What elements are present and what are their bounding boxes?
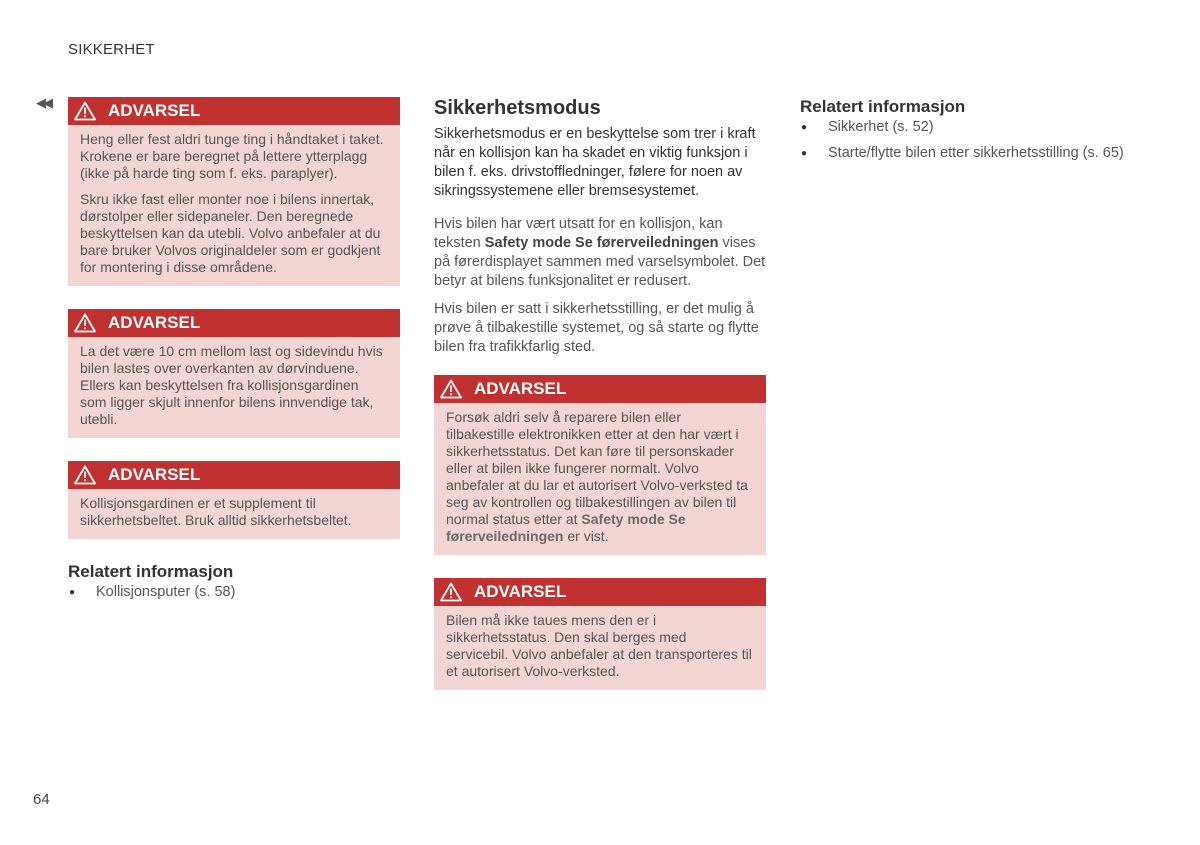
warning-title: ADVARSEL [474, 379, 567, 398]
warning-box [434, 375, 766, 555]
section-title: Sikkerhetsmodus [434, 97, 601, 119]
column-right [800, 97, 1132, 170]
related-info-list [68, 583, 400, 602]
related-info-heading: Relatert informasjon [68, 562, 234, 581]
warning-box [434, 578, 766, 690]
related-info-heading: Relatert informasjon [800, 97, 966, 116]
column-left [68, 97, 400, 609]
warning-header [434, 375, 766, 403]
warning-box [68, 461, 400, 539]
warning-triangle-icon [74, 101, 96, 121]
warning-box [68, 309, 400, 438]
warning-title: ADVARSEL [108, 465, 201, 484]
warning-box [68, 97, 400, 286]
related-info-list [800, 118, 1132, 163]
warning-title: ADVARSEL [474, 582, 567, 601]
section-header: SIKKERHET [68, 41, 155, 58]
warning-header [434, 578, 766, 606]
related-link-starte-flytte[interactable]: ● Starte/flytte bilen etter sikkerhetsstilling (s. 65) [800, 144, 1132, 163]
display-message: Safety mode Se førerveiledningen [484, 235, 719, 251]
warning-triangle-icon [74, 313, 96, 333]
display-message: Safety mode Se førerveiledningen [446, 511, 686, 544]
warning-text: Bilen må ikke taues mens den er i sikkerhetsstatus. Den skal berges med servicebil. Volvo anbefaler at den transporteres til et autorisert Volvo-verksted. [446, 612, 752, 679]
related-link-sikkerhet[interactable]: ● Sikkerhet (s. 52) [800, 118, 1132, 137]
column-middle [434, 97, 766, 713]
page-number: 64 [33, 791, 50, 808]
warning-text: Kollisjonsgardinen er et supplement til sikkerhetsbeltet. Bruk alltid sikkerhetsbeltet. [80, 495, 352, 528]
intro-paragraph: Sikkerhetsmodus er en beskyttelse som trer i kraft når en kollisjon kan ha skadet en viktig funksjon i bilen f. eks. drivstoffledninger, følere for noen av sikringssystemene eller bremsesystemet. [434, 126, 756, 199]
warning-text: Forsøk aldri selv å reparere bilen eller tilbakestille elektronikken etter at den har vært i sikkerhetsstatus. Det kan føre til personskader eller at bilen ikke fungerer normalt. Volvo anbefaler at du lar et autorisert Volvo-verksted ta seg av kontrollen og tilbakestillingen av bilen til normal status etter at Safety mode Se førerveiledningen er vist. [446, 409, 748, 544]
warning-title: ADVARSEL [108, 313, 201, 332]
warning-triangle-icon [74, 465, 96, 485]
body-paragraph: Hvis bilen er satt i sikkerhetsstilling, er det mulig å prøve å tilbakestille systemet, og så starte og flytte bilen fra trafikkfarlig sted. [434, 301, 759, 355]
continuation-icon: ◀◀ [36, 95, 50, 110]
warning-header [68, 309, 400, 337]
warning-text: La det være 10 cm mellom last og sidevindu hvis bilen lastes over overkanten av dørvinduene. Ellers kan beskyttelsen fra kollisjonsgardinen som ligger skjult innenfor bilens innvendige tak, utebli. [80, 343, 383, 427]
body-paragraph: Hvis bilen har vært utsatt for en kollisjon, kan teksten Safety mode Se førerveiledningen vises på førerdisplayet sammen med varselsymbolet. Det betyr at bilens funksjonalitet er redusert. [434, 216, 766, 289]
warning-text: Skru ikke fast eller monter noe i bilens innertak, dørstolper eller sidepaneler. Den beregnede beskyttelsen kan da utebli. Volvo anbefaler at du bare bruker Volvos originaldeler som er godkjent for montering i disse områdene. [80, 191, 381, 275]
warning-triangle-icon [440, 582, 462, 602]
warning-text: Heng eller fest aldri tunge ting i håndtaket i taket. Krokene er bare beregnet på lettere ytterplagg (ikke på harde ting som f. eks. paraplyer). [80, 131, 384, 181]
warning-triangle-icon [440, 379, 462, 399]
warning-header [68, 461, 400, 489]
warning-header [68, 97, 400, 125]
warning-title: ADVARSEL [108, 101, 201, 120]
related-link-kollisjonsputer[interactable]: ● Kollisjonsputer (s. 58) [68, 583, 400, 602]
